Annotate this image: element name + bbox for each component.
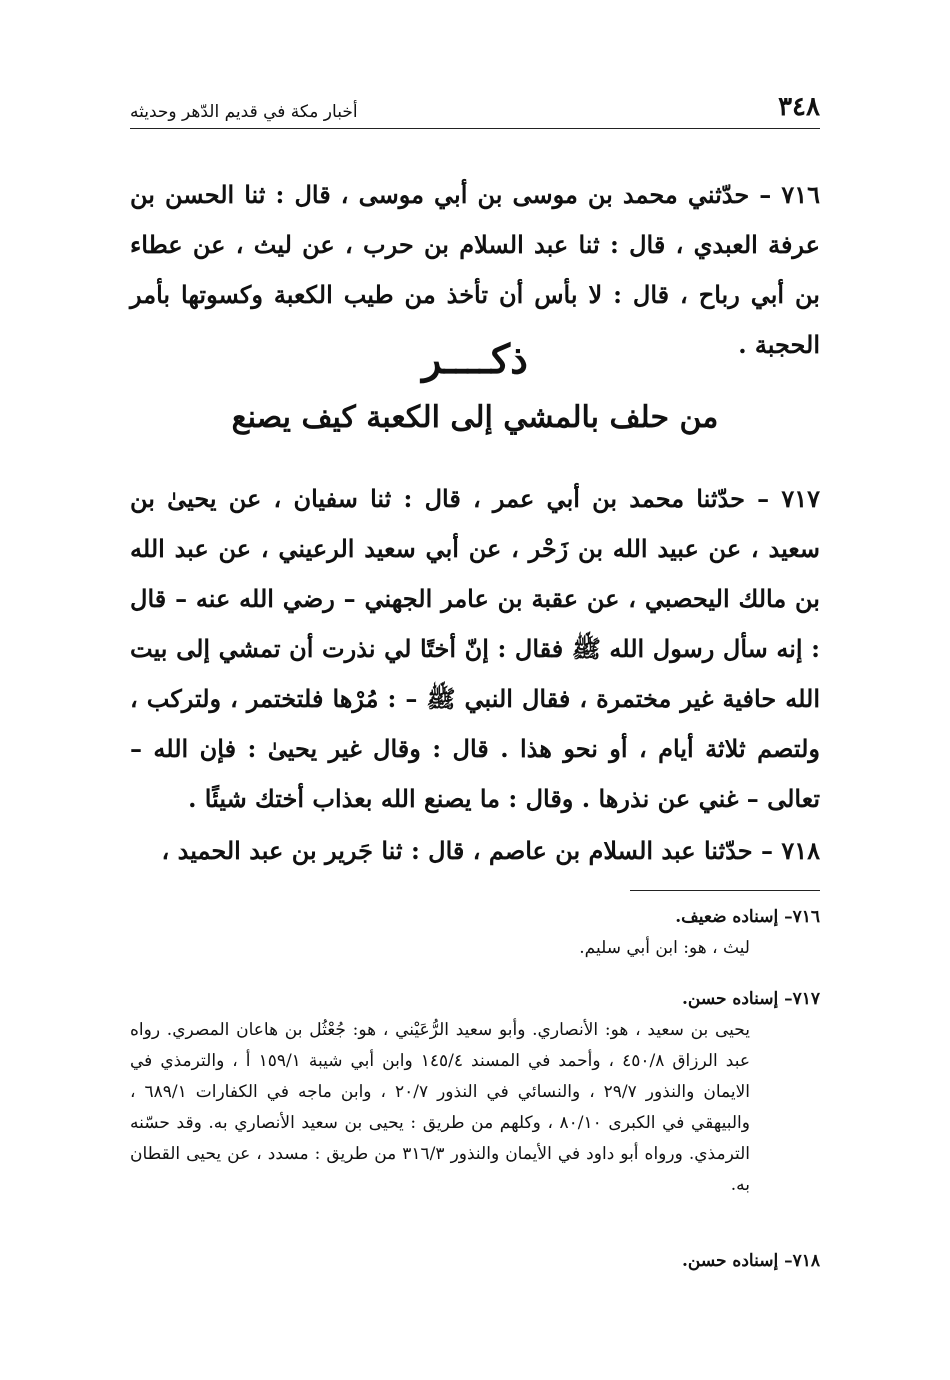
footnote-716 xyxy=(130,902,820,964)
hadith-718 xyxy=(130,826,820,876)
hadith-text: حدّثني محمد بن موسى بن أبي موسى ، قال : ثنا الحسن بن عرفة العبدي ، قال : ثنا عبد السلام بن حرب ، عن ليث ، عن عطاء بن أبي رباح ، قال : لا بأس أن تأخذ من طيب الكعبة وكسوتها بأمر الحجبة . xyxy=(130,180,820,359)
hadith-text: حدّثنا عبد السلام بن عاصم ، قال : ثنا جَرير بن عبد الحميد ، xyxy=(161,836,753,865)
footnote-body: يحيى بن سعيد ، هو: الأنصاري. وأبو سعيد الرُّعَيْني ، هو: جُعْثُل بن هاعان المصري. رواه عبد الرزاق ٤٥٠/٨ ، وأحمد في المسند ١٤٥/٤ وابن أبي شيبة ١٥٩/١ أ ، والترمذي في الايمان والنذور ٢٩/٧ ، والنسائي في النذور ٢٠/٧ ، وابن ماجه في الكفارات ٦٨٩/١ ، والبيهقي في الكبرى ٨٠/١٠ ، وكلهم من طريق : يحيى بن سعيد الأنصاري به. وقد حسّنه الترمذي. ورواه أبو داود في الأيمان والنذور ٣١٦/٣ من طريق : مسدد ، عن يحيى القطان به. xyxy=(130,1020,750,1195)
hadith-number: ٧١٦ – xyxy=(759,180,821,209)
hadith-number: ٧١٨ – xyxy=(760,836,820,865)
footnote-718 xyxy=(130,1246,820,1277)
section-subtitle: من حلف بالمشي إلى الكعبة كيف يصنع xyxy=(231,400,719,435)
running-title: أخبار مكة في قديم الدّهر وحديثه xyxy=(130,102,358,122)
hadith-text: حدّثنا محمد بن أبي عمر ، قال : ثنا سفيان ، عن يحيىٰ بن سعيد ، عن عبيد الله بن زَحْر ، عن أبي سعيد الرعيني ، عن عبد الله بن مالك اليحصبي ، عن عقبة بن عامر الجهني – رضي الله عنه – قال : إنه سأل رسول الله ﷺ فقال : إنّ أختًا لي نذرت أن تمشي إلى بيت الله حافية غير مختمرة ، فقال النبي ﷺ – : مُرْها فلتختمر ، ولتركب ، ولتصم ثلاثة أيام ، أو نحو هذا . قال : وقال غير يحيىٰ : فإن الله – تعالى – غني عن نذرها . وقال : ما يصنع الله بعذاب أختك شيئًا . xyxy=(130,484,820,813)
footnote-heading: ٧١٧– إسناده حسن. xyxy=(681,989,820,1009)
footnote-divider xyxy=(630,890,820,891)
page-number: ٣٤٨ xyxy=(778,92,820,122)
footnote-heading: ٧١٨– إسناده حسن. xyxy=(681,1251,820,1271)
footnote-heading: ٧١٦– إسناده ضعيف. xyxy=(675,907,820,927)
footnote-body: ليث ، هو: ابن أبي سليم. xyxy=(579,938,750,958)
section-title: ذكــــر xyxy=(422,336,528,383)
hadith-number: ٧١٧ – xyxy=(757,484,821,513)
header-divider xyxy=(130,128,820,129)
hadith-717 xyxy=(130,474,820,824)
footnote-717 xyxy=(130,984,820,1201)
page-header xyxy=(130,88,820,122)
